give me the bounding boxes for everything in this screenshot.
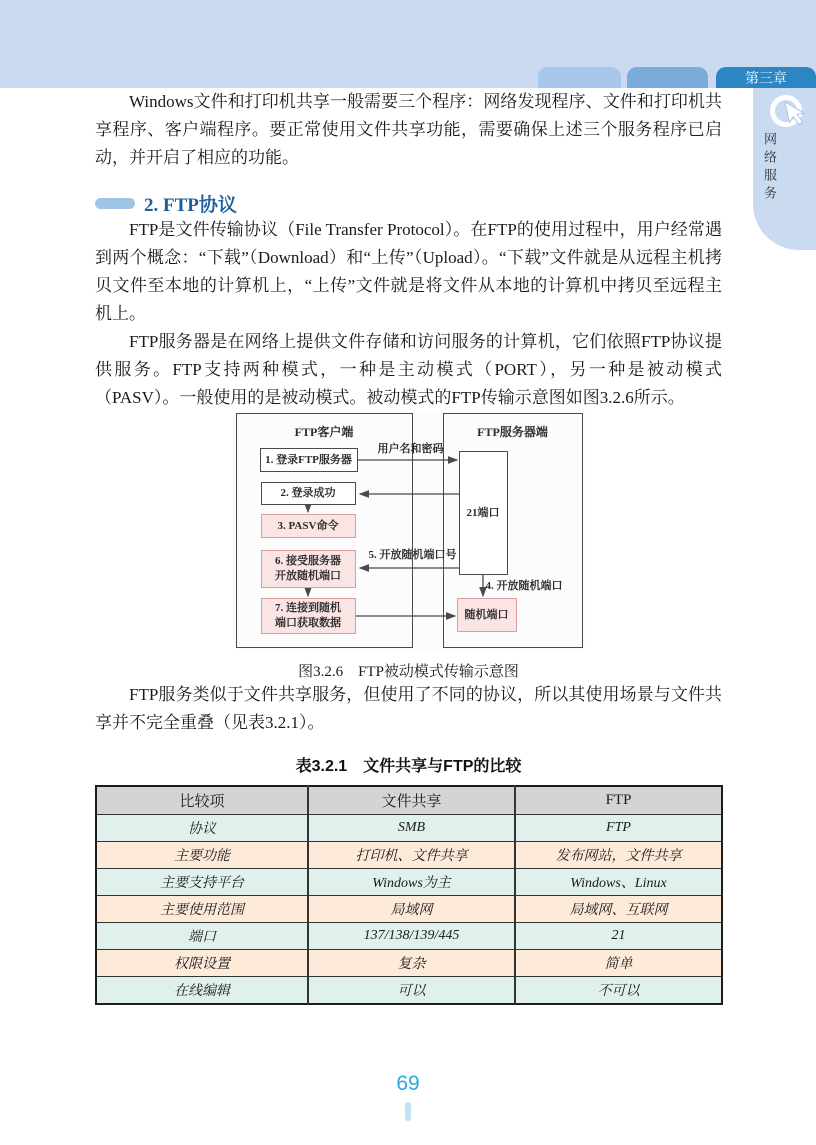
table-cell: 权限设置 [96, 950, 308, 977]
table-cell: 主要功能 [96, 842, 308, 869]
step7-connect-box [261, 598, 356, 634]
paragraph-ftp-modes: FTP服务器是在网络上提供文件存储和访问服务的计算机，它们依照FTP协议提供服务。FTP支持两种模式，一种是主动模式（PORT），另一种是被动模式（PASV）。一般使用的是被动模式。被动模式的FTP传输示意图如图3.2.6所示。 [95, 332, 722, 407]
chapter-tab-label: 第三章 [745, 69, 787, 86]
table-row [96, 815, 722, 842]
table-cell: 主要支持平台 [96, 869, 308, 896]
chapter-tab-1[interactable] [538, 67, 621, 88]
table-cell: SMB [308, 815, 515, 842]
paragraph-ftp-intro: FTP是文件传输协议（File Transfer Protocol）。在FTP的使用过程中，用户经常遇到两个概念：“下载”（Download）和“上传”（Upload）。“下载”文件就是从远程主机拷贝文件至本地的计算机上，“上传”文件就是将文件从本地的计算机中拷贝至远程主机上。 [95, 220, 722, 323]
step3-pasv-box [261, 514, 356, 538]
server-label: FTP服务器端 [477, 425, 548, 439]
step6-accept-box [261, 550, 356, 588]
step7-label-line2: 端口获取数据 [275, 617, 341, 629]
sidebar-vertical-label: 网络服务 [762, 132, 777, 204]
random-port-label: 随机端口 [464, 608, 509, 621]
step7-label-line1: 7. 连接到随机 [275, 602, 341, 614]
sidebar-tab [753, 88, 816, 250]
step2-label: 2. 登录成功 [280, 487, 336, 499]
table-cell: 不可以 [515, 977, 722, 1005]
table-cell: 端口 [96, 923, 308, 950]
table-row [96, 950, 722, 977]
click-cursor-icon [765, 90, 809, 138]
table-cell: 简单 [515, 950, 722, 977]
step6-label-line1: 6. 接受服务器 [275, 555, 341, 567]
table-cell: 协议 [96, 815, 308, 842]
step1-label: 1. 登录FTP服务器 [265, 453, 352, 466]
table-cell: 可以 [308, 977, 515, 1005]
ftp-passive-mode-diagram [233, 412, 585, 650]
random-port-box [457, 598, 517, 632]
section-heading: 2. FTP协议 [144, 194, 237, 216]
table-row [96, 869, 722, 896]
table-row [96, 923, 722, 950]
heading-bullet-pill [95, 198, 135, 209]
paragraph-ftp-vs-sharing: FTP服务类似于文件共享服务，但使用了不同的协议，所以其使用场景与文件共享并不完全重叠（见表3.2.1）。 [95, 685, 722, 732]
header-cell: 比较项 [96, 786, 308, 815]
step3-label: 3. PASV命令 [277, 519, 339, 532]
table-cell: 137/138/139/445 [308, 923, 515, 950]
client-label: FTP客户端 [294, 425, 354, 439]
table-title: 表3.2.1 文件共享与FTP的比较 [295, 758, 522, 775]
chapter-tab-active[interactable] [716, 67, 816, 88]
section-heading-row [95, 190, 722, 216]
step1-login-box [260, 448, 358, 472]
username-password-label: 用户名和密码 [377, 443, 444, 455]
open-random-port-number-label: 5. 开放随机端口号 [368, 549, 457, 561]
table-row [96, 842, 722, 869]
page-number-bar [405, 1102, 411, 1121]
content-column [95, 88, 722, 1005]
header-cell: 文件共享 [308, 786, 515, 815]
table-cell: 局域网 [308, 896, 515, 923]
table-cell: 主要使用范围 [96, 896, 308, 923]
table-cell: 复杂 [308, 950, 515, 977]
figure-caption: 图3.2.6 FTP被动模式传输示意图 [298, 664, 519, 680]
table-cell: Windows为主 [308, 869, 515, 896]
step2-login-ok-box [261, 482, 356, 505]
open-random-port-label: 4. 开放随机端口 [485, 580, 563, 592]
header-cell: FTP [515, 786, 722, 815]
page-number: 69 [396, 1072, 420, 1095]
port21-label: 21端口 [466, 506, 500, 519]
chapter-tab-2[interactable] [627, 67, 708, 88]
table-header-row [96, 786, 722, 815]
table-cell: 打印机、文件共享 [308, 842, 515, 869]
paragraph-windows-sharing: Windows文件和打印机共享一般需要三个程序：网络发现程序、文件和打印机共享程序、客户端程序。要正常使用文件共享功能，需要确保上述三个服务程序已启动，并开启了相应的功能。 [95, 92, 722, 167]
step6-label-line2: 开放随机端口 [275, 570, 341, 582]
table-row [96, 977, 722, 1005]
table-cell: 21 [515, 923, 722, 950]
comparison-table [95, 785, 723, 1005]
table-cell: 发布网站，文件共享 [515, 842, 722, 869]
table-cell: Windows、Linux [515, 869, 722, 896]
table-cell: FTP [515, 815, 722, 842]
table-cell: 在线编辑 [96, 977, 308, 1005]
table-cell: 局域网、互联网 [515, 896, 722, 923]
header-band [0, 0, 816, 88]
table-row [96, 896, 722, 923]
